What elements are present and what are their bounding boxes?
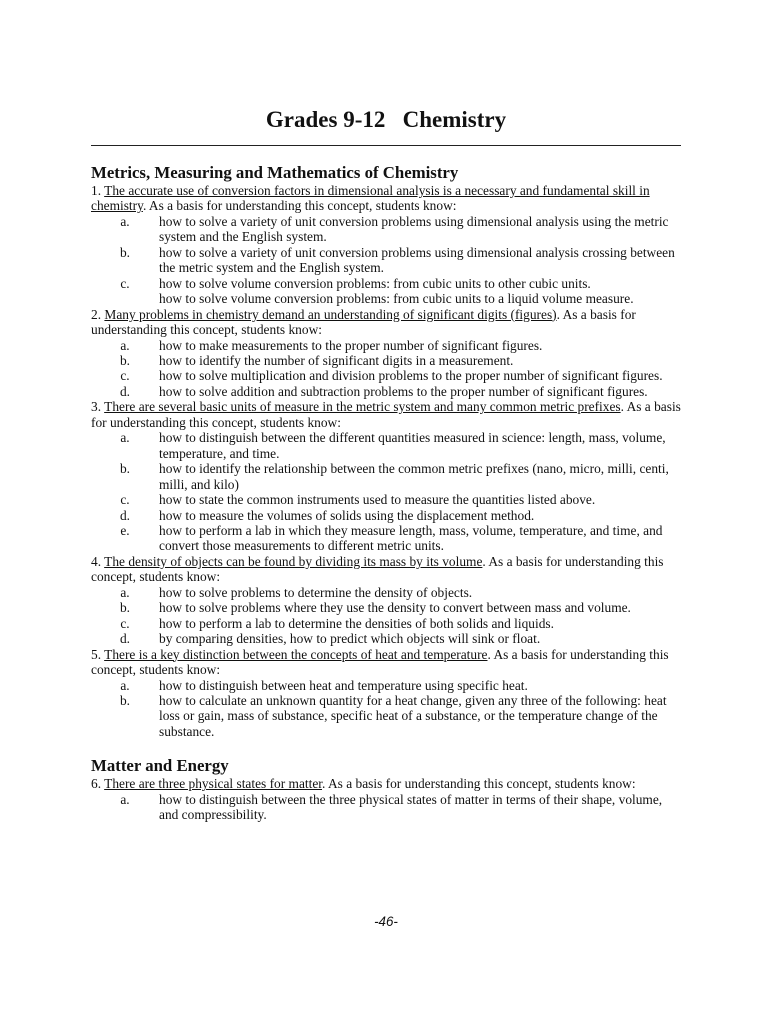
title-divider bbox=[91, 145, 681, 146]
page-title: Grades 9-12 Chemistry bbox=[265, 107, 507, 132]
objective-letter: b. bbox=[119, 352, 131, 368]
objective-text: how to perform a lab to determine the densities of both solids and liquids. bbox=[159, 615, 554, 631]
section-heading-matter: Matter and Energy bbox=[91, 756, 229, 776]
objective-letter: b. bbox=[119, 244, 131, 260]
objective-text: how to state the common instruments used to measure the quantities listed above. bbox=[159, 492, 596, 508]
standard-statement bbox=[91, 307, 681, 338]
objective-text: how to solve problems where they use the density to convert between mass and volume. bbox=[159, 600, 631, 616]
objective-letter: a. bbox=[120, 213, 130, 229]
standard-statement bbox=[91, 776, 681, 791]
standard-statement bbox=[91, 183, 681, 214]
objective-item bbox=[91, 616, 681, 631]
standard-statement bbox=[91, 554, 681, 585]
objective-letter: a. bbox=[120, 677, 130, 693]
objective-item bbox=[91, 693, 681, 739]
standard-intro: . As a basis for understanding this concept, students know: bbox=[91, 399, 681, 430]
objective-item bbox=[91, 214, 681, 245]
section-heading-metrics: Metrics, Measuring and Mathematics of Chemistry bbox=[91, 163, 459, 182]
objective-letter: c. bbox=[120, 492, 130, 508]
objective-text: how to calculate an unknown quantity for a heat change, given any three of the following: heat loss or gain, mass of substance, specific heat of a substance, or the temperature change of the substance. bbox=[159, 692, 667, 739]
standard-key-concept: The density of objects can be found by dividing its mass by its volume bbox=[104, 553, 483, 569]
objective-letter: d. bbox=[119, 631, 131, 647]
objective-text: how to distinguish between the different quantities measured in science: length, mass, volume, temperature, and time. bbox=[159, 430, 666, 461]
objective-item bbox=[91, 353, 681, 368]
objective-item bbox=[91, 461, 681, 492]
objective-letter: a. bbox=[120, 337, 130, 353]
objective-item bbox=[91, 384, 681, 399]
standard-key-concept: There are three physical states for matter bbox=[104, 776, 323, 792]
objective-letter: d. bbox=[119, 507, 131, 523]
standard-intro: . As a basis for understanding this concept, students know: bbox=[91, 306, 636, 338]
objective-item bbox=[91, 338, 681, 353]
objective-letter: c. bbox=[120, 368, 130, 384]
standard-number: 4. bbox=[91, 553, 102, 569]
objective-text: how to solve a variety of unit conversion problems using dimensional analysis using the metric system and the English system. bbox=[159, 213, 669, 245]
objective-text: how to solve multiplication and division problems to the proper number of significant figures. bbox=[159, 368, 663, 384]
objective-letter: b. bbox=[119, 692, 131, 708]
section-matter-standards bbox=[91, 776, 681, 822]
standard-intro: . As a basis for understanding this concept, students know: bbox=[91, 646, 669, 678]
objective-item bbox=[91, 291, 681, 306]
standard-number: 1. bbox=[91, 183, 102, 198]
objective-item bbox=[91, 508, 681, 523]
objective-letter: e. bbox=[120, 522, 130, 538]
objective-text: how to solve problems to determine the density of objects. bbox=[159, 584, 473, 600]
standard-intro: . As a basis for understanding this concept, students know: bbox=[142, 198, 457, 214]
standard-key-concept: There are several basic units of measure in the metric system and many common metric prefixes bbox=[104, 399, 621, 415]
standard-statement bbox=[91, 647, 681, 678]
objective-letter: a. bbox=[120, 791, 130, 807]
objective-item bbox=[91, 276, 681, 291]
section-metrics-standards bbox=[91, 183, 681, 739]
objective-item bbox=[91, 631, 681, 646]
objective-text: how to distinguish between heat and temperature using specific heat. bbox=[159, 677, 528, 693]
objective-text: how to perform a lab in which they measure length, mass, volume, temperature, and time, and convert those measurements to different metric units. bbox=[159, 522, 663, 554]
standard-intro: . As a basis for understanding this concept, students know: bbox=[322, 776, 636, 792]
objective-text: how to measure the volumes of solids using the displacement method. bbox=[159, 507, 535, 523]
standard-number: 2. bbox=[91, 306, 102, 322]
objective-letter: c. bbox=[120, 615, 130, 631]
objective-text: how to solve a variety of unit conversion problems using dimensional analysis crossing between the metric system and the English system. bbox=[159, 244, 675, 276]
standard-key-concept: The accurate use of conversion factors in dimensional analysis is a necessary and fundamental skill in chemistry bbox=[91, 183, 650, 214]
objective-item bbox=[91, 492, 681, 507]
objective-item bbox=[91, 792, 681, 823]
objective-text: how to identify the relationship between the common metric prefixes (nano, micro, milli, centi, milli, and kilo) bbox=[159, 461, 669, 492]
objective-item bbox=[91, 523, 681, 554]
objective-letter: a. bbox=[120, 430, 130, 446]
standard-intro: . As a basis for understanding this concept, students know: bbox=[91, 553, 664, 585]
objective-item bbox=[91, 585, 681, 600]
objective-text: how to solve addition and subtraction problems to the proper number of significant figures. bbox=[159, 383, 648, 399]
objective-letter: d. bbox=[119, 383, 131, 399]
objective-text: how to solve volume conversion problems: from cubic units to other cubic units. bbox=[159, 275, 591, 291]
objective-text: by comparing densities, how to predict which objects will sink or float. bbox=[159, 631, 541, 647]
objective-item bbox=[91, 245, 681, 276]
standard-number: 3. bbox=[91, 399, 102, 415]
standard-number: 5. bbox=[91, 646, 102, 662]
objective-item bbox=[91, 368, 681, 383]
objective-letter: c. bbox=[120, 275, 130, 291]
objective-item bbox=[91, 678, 681, 693]
objective-letter: b. bbox=[119, 600, 131, 616]
objective-item bbox=[91, 600, 681, 615]
objective-text: how to identify the number of significant digits in a measurement. bbox=[159, 352, 514, 368]
objective-letter: b. bbox=[119, 461, 131, 477]
standard-number: 6. bbox=[91, 776, 102, 792]
page-number: -46- bbox=[374, 914, 398, 929]
objective-text: how to distinguish between the three physical states of matter in terms of their shape, volume, and compressibility. bbox=[159, 791, 663, 823]
objective-text: how to solve volume conversion problems: from cubic units to a liquid volume measure. bbox=[159, 291, 634, 307]
document-body bbox=[91, 163, 681, 823]
objective-letter: a. bbox=[120, 584, 130, 600]
standard-key-concept: Many problems in chemistry demand an understanding of significant digits (figures) bbox=[104, 306, 557, 322]
objective-item bbox=[91, 430, 681, 461]
standard-statement bbox=[91, 399, 681, 430]
standard-key-concept: There is a key distinction between the concepts of heat and temperature bbox=[104, 646, 488, 662]
objective-text: how to make measurements to the proper number of significant figures. bbox=[159, 337, 543, 353]
